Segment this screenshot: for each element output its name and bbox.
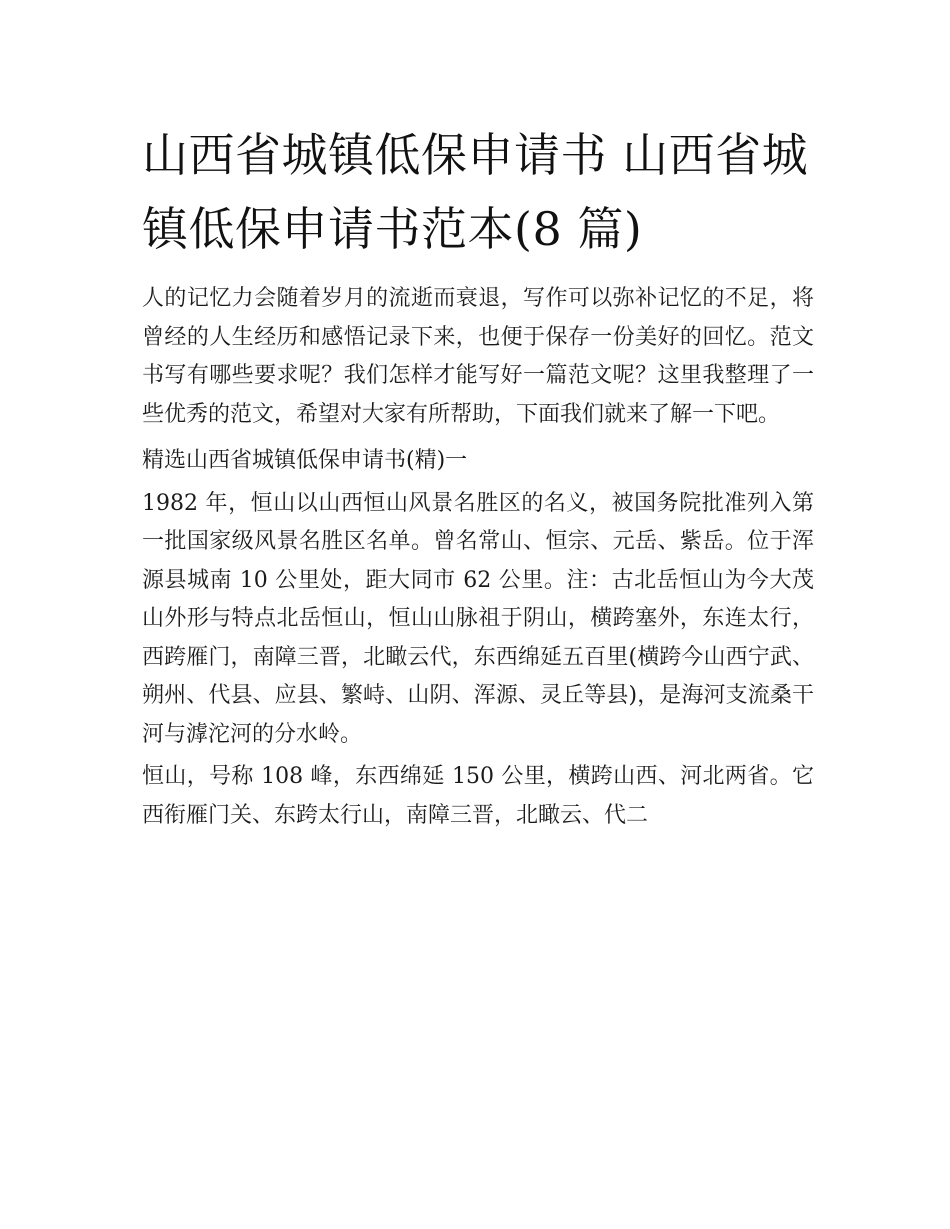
document-page bbox=[142, 118, 814, 835]
section-heading: 精选山西省城镇低保申请书(精)一 bbox=[142, 448, 468, 473]
body-paragraph-2: 恒山，号称 108 峰，东西绵延 150 公里，横跨山西、河北两省。它西衔雁门关、东跨太行山，南障三晋，北瞰云、代二 bbox=[142, 764, 814, 828]
document-title: 山西省城镇低保申请书 山西省城镇低保申请书范本(8 篇) bbox=[142, 128, 809, 256]
intro-paragraph: 人的记忆力会随着岁月的流逝而衰退，写作可以弥补记忆的不足，将曾经的人生经历和感悟记录下来，也便于保存一份美好的回忆。范文书写有哪些要求呢？我们怎样才能写好一篇范文呢？这里我整理了一些优秀的范文，希望对大家有所帮助，下面我们就来了解一下吧。 bbox=[142, 286, 814, 427]
body-paragraph-1: 1982 年，恒山以山西恒山风景名胜区的名义，被国务院批准列入第一批国家级风景名胜区名单。曾名常山、恒宗、元岳、紫岳。位于浑源县城南 10 公里处，距大同市 62 公里。注：古北岳恒山为今大茂山外形与特点北岳恒山，恒山山脉祖于阴山，横跨塞外，东连太行，西跨雁门，南障三晋，北瞰云代，东西绵延五百里(横跨今山西宁武、朔州、代县、应县、繁峙、山阴、浑源、灵丘等县)，是海河支流桑干河与滹沱河的分水岭。 bbox=[142, 490, 814, 747]
